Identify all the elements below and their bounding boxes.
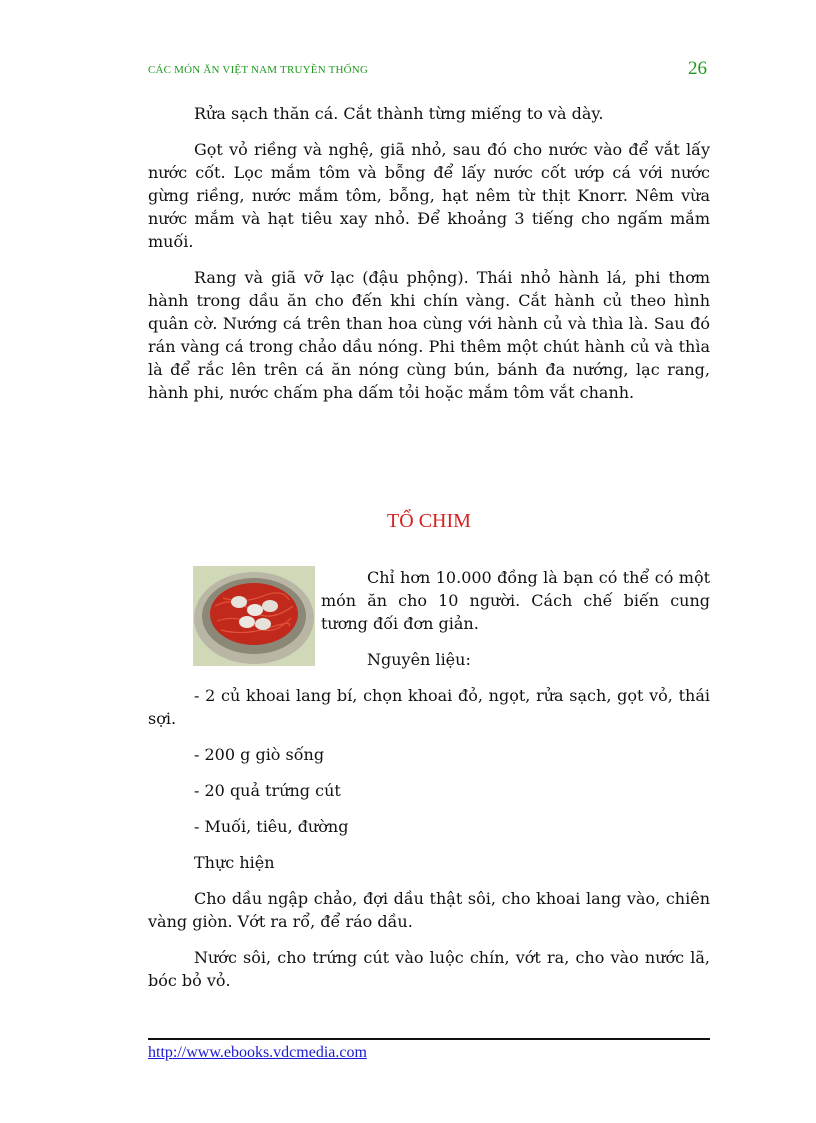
method-label: Thực hiện xyxy=(194,853,275,872)
paragraph: Gọt vỏ riềng và nghệ, giã nhỏ, sau đó cho nước vào để vắt lấy nước cốt. Lọc mắm tôm và bỗng để lấy nước cốt ướp cá với nước gừng riềng, nước mắm tôm, bỗng, hạt nêm từ thịt Knorr. Nêm vừa nước mắm và hạt tiêu xay nhỏ. Để khoảng 3 tiếng cho ngấm mắm muối. xyxy=(148,140,710,251)
page-number: 26 xyxy=(688,58,707,79)
header-title: CÁC MÓN ĂN VIỆT NAM TRUYỀN THỐNG xyxy=(148,64,369,76)
recipe-section xyxy=(148,566,710,1005)
ingredient-item: - 20 quả trứng cút xyxy=(194,781,341,800)
ingredient-item: - Muối, tiêu, đường xyxy=(194,817,349,836)
section-title: TỔ CHIM xyxy=(387,510,471,532)
paragraph: Rang và giã vỡ lạc (đậu phộng). Thái nhỏ hành lá, phi thơm hành trong dầu ăn cho đến khi chín vàng. Cắt hành củ theo hình quân cờ. Nướng cá trên than hoa cùng với hành củ và thìa là. Sau đó rán vàng cá trong chảo dầu nóng. Phi thêm một chút hành củ và thìa là để rắc lên trên cá ăn nóng cùng bún, bánh đa nướng, lạc rang, hành phi, nước chấm pha dấm tỏi hoặc mắm tôm vắt chanh. xyxy=(148,268,710,402)
step-paragraph: Cho dầu ngập chảo, đợi dầu thật sôi, cho khoai lang vào, chiên vàng giòn. Vớt ra rổ, để ráo dầu. xyxy=(148,889,710,931)
footer-link[interactable]: http://www.ebooks.vdcmedia.com xyxy=(148,1044,367,1061)
ingredients-label: Nguyên liệu: xyxy=(367,650,471,669)
footer-divider xyxy=(148,1038,710,1040)
ingredient-item: - 2 củ khoai lang bí, chọn khoai đỏ, ngọt, rửa sạch, gọt vỏ, thái sợi. xyxy=(148,686,710,728)
step-paragraph: Nước sôi, cho trứng cút vào luộc chín, vớt ra, cho vào nước lã, bóc bỏ vỏ. xyxy=(148,948,710,990)
bird-nest-dish-photo xyxy=(193,566,315,666)
paragraph: Rửa sạch thăn cá. Cắt thành từng miếng to và dày. xyxy=(194,104,604,123)
intro-paragraph: Chỉ hơn 10.000 đồng là bạn có thể có một món ăn cho 10 người. Cách chế biến cung tương đối đơn giản. xyxy=(321,568,710,633)
ingredient-item: - 200 g giò sống xyxy=(194,745,325,764)
recipe-continuation xyxy=(148,102,710,417)
